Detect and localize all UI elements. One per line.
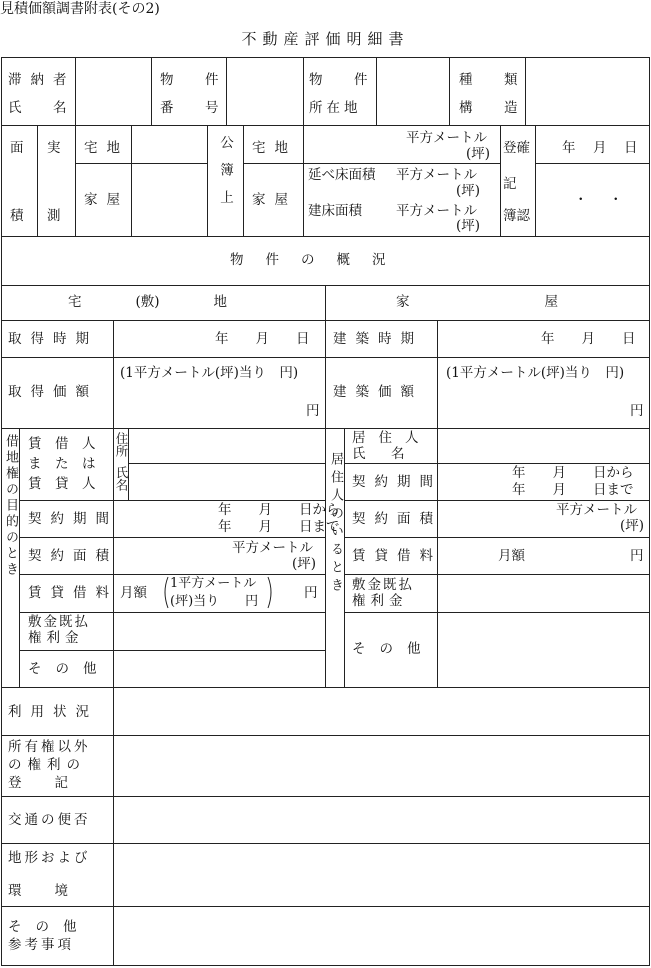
address-label: 住所 xyxy=(114,432,129,457)
property-number-label: 物 件 xyxy=(160,72,228,88)
lease-contract-area-label: 契約面積 xyxy=(28,548,118,564)
register-check-label-2: 記 xyxy=(503,176,517,192)
misc-label: その他 xyxy=(8,919,91,935)
total-floor-area-label: 延べ床面積 xyxy=(308,167,376,183)
building-area-label: 建床面積 xyxy=(308,203,362,219)
building-area-unit: 平方メートル xyxy=(396,203,477,219)
build-yen: 円 xyxy=(630,403,644,419)
actual-land-label: 宅地 xyxy=(84,140,129,156)
acquisition-yen: 円 xyxy=(306,403,320,419)
lease-area-unit: 平方メートル xyxy=(232,540,313,556)
resident-rent-label: 賃貸借料 xyxy=(352,548,442,564)
lease-period-to: 年 月 日まで xyxy=(218,519,340,535)
register-check-label: 登確 xyxy=(503,140,530,156)
form-title: 不動産評価明細書 xyxy=(241,30,410,48)
lease-per-sqm-line1: 1平方メートル xyxy=(170,576,257,591)
resident-other-label: その他 xyxy=(352,641,435,657)
total-floor-unit-tsubo: (坪) xyxy=(456,183,481,199)
taxpayer-label: 滞納者 xyxy=(8,72,76,88)
resident-contract-period-label: 契約期間 xyxy=(352,474,442,490)
lease-per-sqm-line2: (坪)当り 円 xyxy=(170,594,259,609)
terrain-label: 地形および xyxy=(8,850,91,866)
resident-monthly-label: 月額 xyxy=(498,548,525,564)
lessee-or-label: ま た は xyxy=(28,456,96,472)
register-check-dots: ・ ・ xyxy=(574,192,627,208)
lease-rent-label: 賃貸借料 xyxy=(28,585,118,601)
overview-heading: 物件の概況 xyxy=(230,252,408,268)
resident-name-label: 氏 名 xyxy=(352,446,411,462)
reference-label: 参考事項 xyxy=(8,937,74,953)
occupant-case-label: 居住人のいるとき xyxy=(328,452,343,596)
resident-area-unit: 平方メートル xyxy=(556,502,637,518)
lessor-label: 賃 貸 人 xyxy=(28,476,96,492)
leasehold-purpose-label: 借地権の目的のとき xyxy=(3,434,18,578)
lease-key-money-label: 権利金 xyxy=(28,630,84,646)
building-area-unit-tsubo: (坪) xyxy=(456,218,481,234)
transport-label: 交通の便否 xyxy=(8,812,91,828)
register-land-label: 宅地 xyxy=(252,140,297,156)
acquisition-per-sqm: (1平方メートル(坪)当り 円) xyxy=(120,365,299,381)
lease-contract-period-label: 契約期間 xyxy=(28,511,118,527)
lease-period-from: 年 月 日から xyxy=(218,502,340,518)
resident-period-from: 年 月 日から xyxy=(512,465,634,481)
register-land-unit: 平方メートル xyxy=(406,130,487,146)
total-floor-unit: 平方メートル xyxy=(396,167,477,183)
page-header: 見積価額調書附表(その2) xyxy=(0,1,160,17)
other-rights-label-3: 登 記 xyxy=(8,775,70,791)
lease-rent-yen: 円 xyxy=(304,585,318,601)
build-date-label: 建築時期 xyxy=(333,331,423,347)
structure-label: 構 造 xyxy=(459,100,527,116)
actual-house-label: 家屋 xyxy=(84,192,129,208)
resident-period-to: 年 月 日まで xyxy=(512,482,634,498)
land-column-heading: 宅 (敷) 地 xyxy=(68,294,228,310)
public-register-label: 公簿上 xyxy=(217,135,233,218)
resident-area-unit-tsubo: (坪) xyxy=(620,518,645,534)
register-land-unit-tsubo: (坪) xyxy=(466,146,491,162)
resident-label: 居住人 xyxy=(352,430,432,446)
build-price-label: 建築価額 xyxy=(333,384,423,400)
environment-label: 環 境 xyxy=(8,883,70,899)
name-label: 氏名 xyxy=(114,466,129,491)
property-location-label: 物 件 xyxy=(309,72,377,88)
acquisition-date-label: 取得時期 xyxy=(8,331,98,347)
other-rights-label-1: 所有権以外 xyxy=(8,739,91,755)
property-number-label-2: 番 号 xyxy=(160,100,228,116)
house-column-heading: 家 屋 xyxy=(396,294,558,310)
register-house-label: 家屋 xyxy=(252,192,297,208)
type-label: 種 類 xyxy=(459,72,527,88)
acquisition-price-label: 取得価額 xyxy=(8,384,98,400)
actual-label-bottom: 測 xyxy=(47,208,61,224)
register-check-label-3: 簿認 xyxy=(503,208,530,224)
resident-rent-yen: 円 xyxy=(630,548,644,564)
build-per-sqm: (1平方メートル(坪)当り 円) xyxy=(446,365,625,381)
property-location-label-2: 所在地 xyxy=(309,100,362,116)
lease-deposit-label: 敷金既払 xyxy=(28,614,90,630)
lease-other-label: その他 xyxy=(28,661,111,677)
acquisition-date-value: 年 月 日 xyxy=(215,331,310,347)
area-label-top: 面 xyxy=(10,140,24,156)
resident-contract-area-label: 契約面積 xyxy=(352,511,442,527)
other-rights-label-2: の権利の xyxy=(8,757,86,773)
actual-label-top: 実 xyxy=(47,140,61,156)
lease-monthly-label: 月額 xyxy=(120,585,147,601)
resident-deposit-label: 敷金既払 xyxy=(352,577,414,593)
register-check-date: 年 月 日 xyxy=(562,140,640,156)
area-label-bottom: 積 xyxy=(10,208,24,224)
lease-area-unit-tsubo: (坪) xyxy=(292,556,317,572)
taxpayer-name-label: 氏 名 xyxy=(8,100,76,116)
lessee-label: 賃 借 人 xyxy=(28,436,96,452)
usage-status-label: 利用状況 xyxy=(8,704,98,720)
resident-key-money-label: 権利金 xyxy=(352,593,408,609)
build-date-value: 年 月 日 xyxy=(541,331,636,347)
